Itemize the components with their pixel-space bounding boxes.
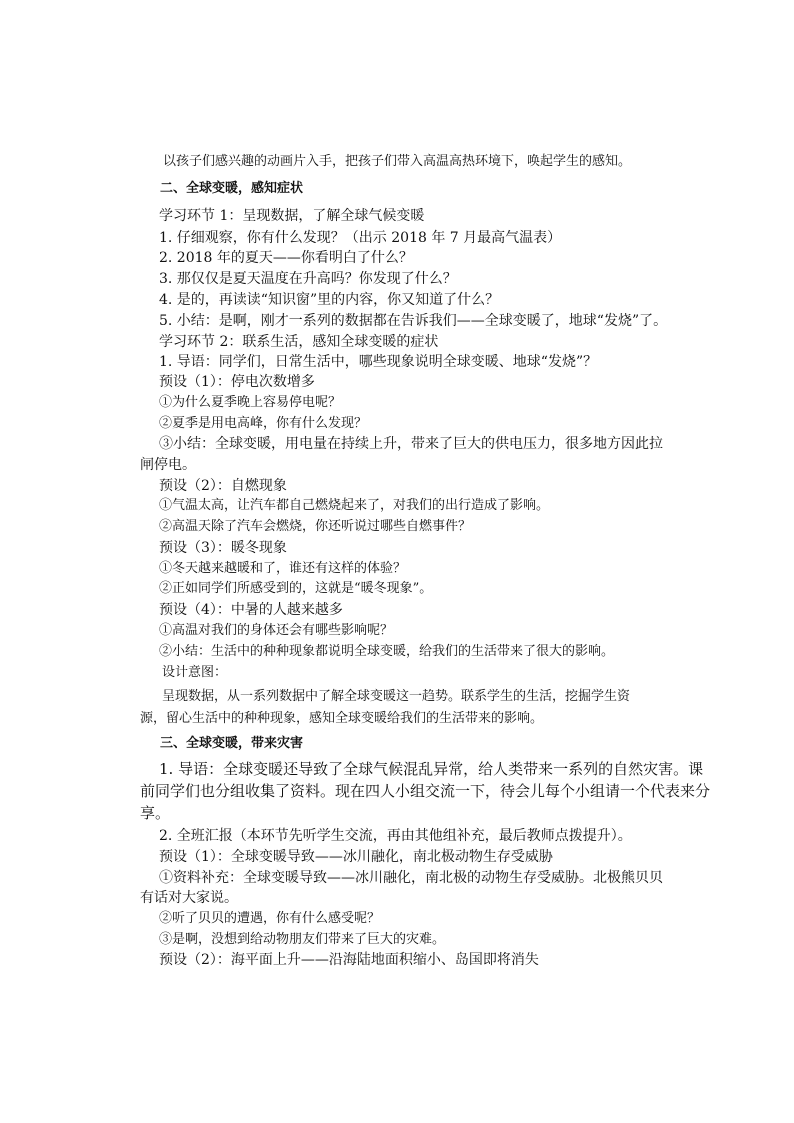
preset-heading: 预设（2）：自燃现象	[159, 478, 287, 494]
text-line: ①为什么夏季晚上容易停电呢？	[159, 395, 342, 410]
text-line: 呈现数据，从一系列数据中了解全球变暖这一趋势。联系学生的生活，挖掘学生资	[162, 689, 631, 704]
preset-heading: 预设（4）：中暑的人越来越多	[159, 602, 343, 618]
text-line: 4. 是的，再读读“知识窗”里的内容，你又知道了什么？	[159, 292, 500, 308]
preset-heading: 预设（3）：暖冬现象	[159, 540, 287, 556]
preset-heading: 预设（1）：停电次数增多	[159, 374, 315, 390]
text-line: 1. 导语：全球变暖还导致了全球气候混乱异常，给人类带来一系列的自然灾害。课	[159, 760, 704, 778]
text-line: ②正如同学们所感受到的，这就是“暖冬现象”。	[159, 581, 433, 596]
section-heading: 二、全球变暖，感知症状	[160, 181, 304, 196]
text-line: ①资料补充：全球变暖导致——冰川融化，南北极的动物生存受威胁。北极熊贝贝	[159, 870, 663, 886]
text-line: ②高温天除了汽车会燃烧，你还听说过哪些自燃事件？	[159, 519, 472, 534]
text-line: 源，留心生活中的种种现象，感知全球变暖给我们的生活带来的影响。	[140, 711, 544, 726]
text-line: 2. 全班汇报（本环节先听学生交流，再由其他组补充，最后教师点拨提升）。	[159, 828, 632, 844]
text-line: 2. 2018 年的夏天——你看明白了什么？	[159, 250, 413, 266]
text-line: 3. 那仅仅是夏天温度在升高吗？你发现了什么？	[159, 271, 457, 287]
text-line: ①高温对我们的身体还会有哪些影响呢？	[159, 623, 394, 638]
preset-heading: 预设（2）：海平面上升——沿海陆地面积缩小、岛国即将消失	[159, 952, 539, 968]
text-line: 以孩子们感兴趣的动画片入手，把孩子们带入高温高热环境下，唤起学生的感知。	[163, 154, 632, 169]
text-line: 享。	[140, 804, 171, 822]
text-line: 1. 导语：同学们，日常生活中，哪些现象说明全球变暖、地球“发烧”？	[159, 354, 598, 370]
text-line: ②夏季是用电高峰，你有什么发现？	[159, 416, 368, 431]
text-line: ②听了贝贝的遭遇，你有什么感受呢？	[159, 911, 381, 926]
text-line: 有话对大家说。	[140, 890, 238, 906]
text-line: ③是啊，没想到给动物朋友们带来了巨大的灾难。	[159, 932, 446, 947]
text-line: 闸停电。	[140, 457, 196, 473]
subsection-heading: 学习环节 1：呈现数据，了解全球气候变暖	[159, 208, 425, 224]
design-intent-label: 设计意图：	[162, 665, 228, 680]
section-heading: 三、全球变暖，带来灾害	[160, 736, 304, 751]
subsection-heading: 学习环节 2：联系生活，感知全球变暖的症状	[159, 334, 439, 350]
text-line: ①气温太高，让汽车都自己燃烧起来了，对我们的出行造成了影响。	[159, 498, 550, 513]
text-line: ③小结：全球变暖，用电量在持续上升，带来了巨大的供电压力，很多地方因此拉	[159, 436, 663, 452]
text-line: 5. 小结：是啊，刚才一系列的数据都在告诉我们——全球变暖了，地球“发烧”了。	[159, 313, 668, 329]
text-line: 前同学们也分组收集了资料。现在四人小组交流一下，待会儿每个小组请一个代表来分	[140, 782, 711, 800]
text-line: ②小结：生活中的种种现象都说明全球变暖，给我们的生活带来了很大的影响。	[159, 644, 615, 659]
text-line: 1. 仔细观察，你有什么发现？（出示 2018 年 7 月最高气温表）	[159, 230, 562, 246]
preset-heading: 预设（1）：全球变暖导致——冰川融化，南北极动物生存受威胁	[159, 849, 553, 865]
text-line: ①冬天越来越暖和了，谁还有这样的体验？	[159, 561, 407, 576]
